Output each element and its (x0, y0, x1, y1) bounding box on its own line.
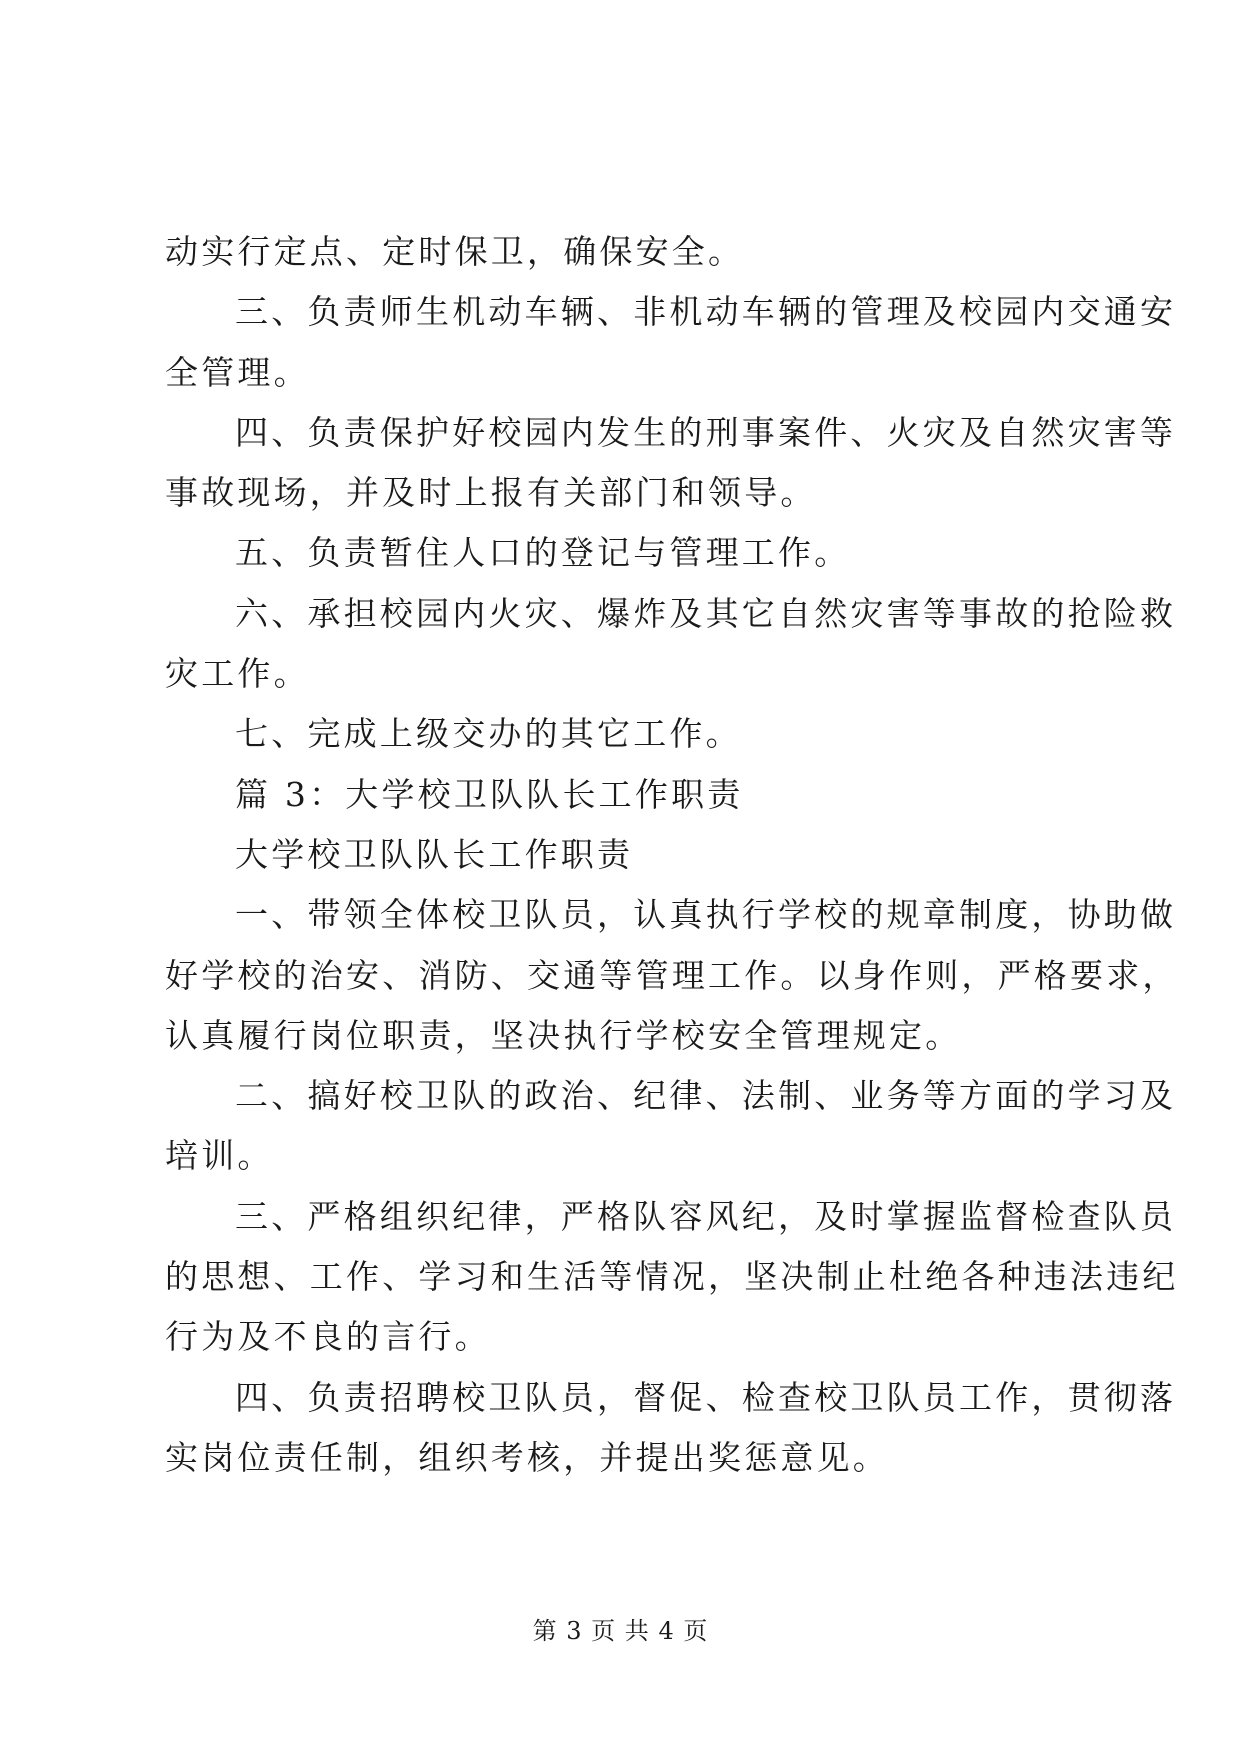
text-line: 认真履行岗位职责，坚决执行学校安全管理规定。 (165, 1015, 962, 1055)
text-line: 二、搞好校卫队的政治、纪律、法制、业务等方面的学习及 (235, 1076, 1177, 1116)
text-line: 好学校的治安、消防、交通等管理工作。以身作则，严格要求， (165, 955, 1179, 995)
text-line: 四、负责保护好校园内发生的刑事案件、火灾及自然灾害等 (235, 412, 1177, 452)
section-heading: 篇 3：大学校卫队队长工作职责 (235, 774, 744, 814)
text-line: 一、带领全体校卫队员，认真执行学校的规章制度，协助做 (235, 895, 1177, 935)
text-line: 培训。 (165, 1136, 274, 1176)
text-line: 行为及不良的言行。 (165, 1317, 491, 1357)
text-line: 全管理。 (165, 352, 310, 392)
document-body (165, 222, 1179, 1488)
text-line: 四、负责招聘校卫队员，督促、检查校卫队员工作，贯彻落 (235, 1377, 1177, 1417)
text-line: 六、承担校园内火灾、爆炸及其它自然灾害等事故的抢险救 (235, 593, 1177, 633)
text-line: 三、严格组织纪律，严格队容风纪，及时掌握监督检查队员 (235, 1196, 1177, 1236)
page-number-footer: 第 3 页 共 4 页 (532, 1617, 709, 1645)
text-line: 七、完成上级交办的其它工作。 (235, 714, 742, 754)
text-line: 的思想、工作、学习和生活等情况，坚决制止杜绝各种违法违纪 (165, 1257, 1179, 1297)
text-line: 事故现场，并及时上报有关部门和领导。 (165, 473, 817, 513)
section-subtitle: 大学校卫队队长工作职责 (235, 834, 634, 874)
text-line: 实岗位责任制，组织考核，并提出奖惩意见。 (165, 1437, 889, 1477)
text-line: 动实行定点、定时保卫，确保安全。 (165, 232, 745, 271)
text-line: 三、负责师生机动车辆、非机动车辆的管理及校园内交通安 (235, 292, 1177, 332)
text-line: 灾工作。 (165, 654, 310, 694)
text-line: 五、负责暂住人口的登记与管理工作。 (235, 533, 851, 573)
